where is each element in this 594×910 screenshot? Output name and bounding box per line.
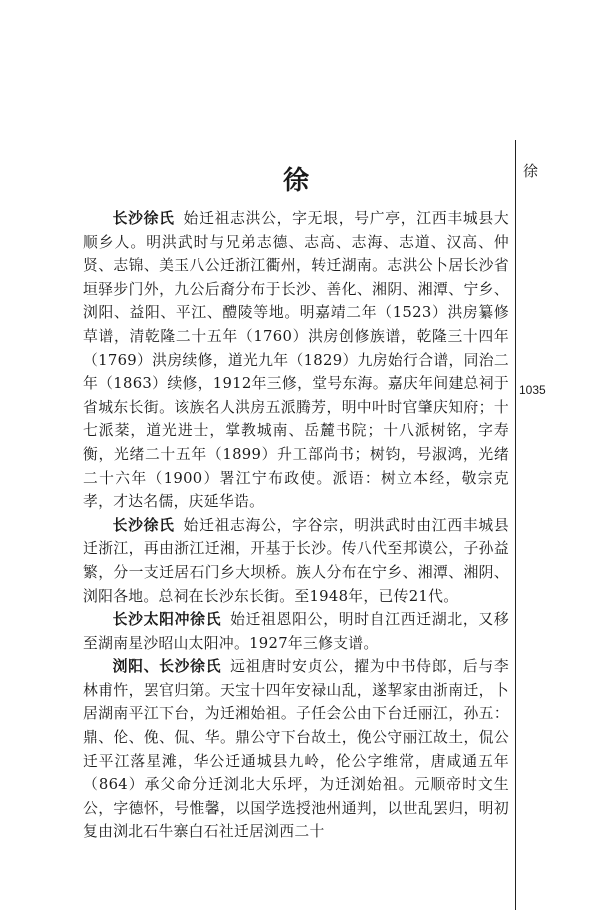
entry-changsha-xu-2 <box>83 514 509 608</box>
running-head-surname: 徐 <box>523 162 539 180</box>
entry-name: 长沙徐氏 <box>112 516 175 534</box>
entry-text: 始迁祖恩阳公，明时自江西迁湖北，又移至湖南星沙昭山太阳冲。1927年三修支谱。 <box>83 611 509 652</box>
entry-name: 浏阳、长沙徐氏 <box>112 658 222 676</box>
entry-name: 长沙徐氏 <box>112 210 175 227</box>
entry-name: 长沙太阳冲徐氏 <box>112 611 222 629</box>
entry-text: 始迁祖志海公，字谷宗，明洪武时由江西丰城县迁浙江，再由浙江迁湘，开基于长沙。传八代至邦谟公，子孙益繁，分一支迁居石门乡大坝桥。族人分布在宁乡、湘潭、湘阴、浏阳各地。总祠在长沙东长街。至1948年，已传21代。 <box>83 516 509 605</box>
entry-text: 远祖唐时安贞公，擢为中书侍郎，后与李林甫忤，罢官归第。天宝十四年安禄山乱，遂挈家由浙南迁，卜居湖南平江下台，为迁湘始祖。子任会公由下台迁丽江，孙五：鼎、伦、俛、侃、华。鼎公守下台故土，俛公守丽江故土，侃公迁平江落星滩，华公迁通城县九岭，伦公字维常，唐咸通五年（864）承父命分迁浏北大乐坪，为迁浏始祖。元顺帝时文生公，字德怀，号惟馨，以国学选授池州通判，以世乱罢归，明初复由浏北石牛寨白石社迁居浏西二十 <box>83 658 509 841</box>
entry-text: 始迁祖志洪公，字无垠，号广亭，江西丰城县大顺乡人。明洪武时与兄弟志德、志高、志海、志道、汉高、仲贤、志锦、美玉八公迁浙江衢州，转迁湖南。志洪公卜居长沙省垣驿步门外，九公后裔分布于长沙、善化、湘阴、湘潭、宁乡、浏阳、益阳、平江、醴陵等地。明嘉靖二年（1523）洪房纂修草谱，清乾隆二十五年（1760）洪房创修族谱，乾隆三十四年（1769）洪房续修，道光九年（1829）九房始行合谱，同治二年（1863）续修，1912年三修，堂号东海。嘉庆年间建总祠于省城东长街。该族名人洪房五派腾芳，明中叶时官肇庆知府；十七派棻，道光进士，掌教城南、岳麓书院；十八派树铭，字寿衡，光绪二十五年（1899）升工部尚书；树钧，号淑鸿，光绪二十六年（1900）署江宁布政使。派语：树立本经，敬宗克孝，才达名儒，庆延华诰。 <box>83 210 509 511</box>
entry-taiyangchong-xu <box>83 608 509 655</box>
entries-body <box>83 207 509 844</box>
margin-rule <box>515 140 516 910</box>
entry-changsha-xu-1 <box>83 207 509 514</box>
entry-liuyang-changsha-xu <box>83 655 509 844</box>
page-title: 徐 <box>282 166 311 196</box>
page-number: 1035 <box>519 383 546 397</box>
